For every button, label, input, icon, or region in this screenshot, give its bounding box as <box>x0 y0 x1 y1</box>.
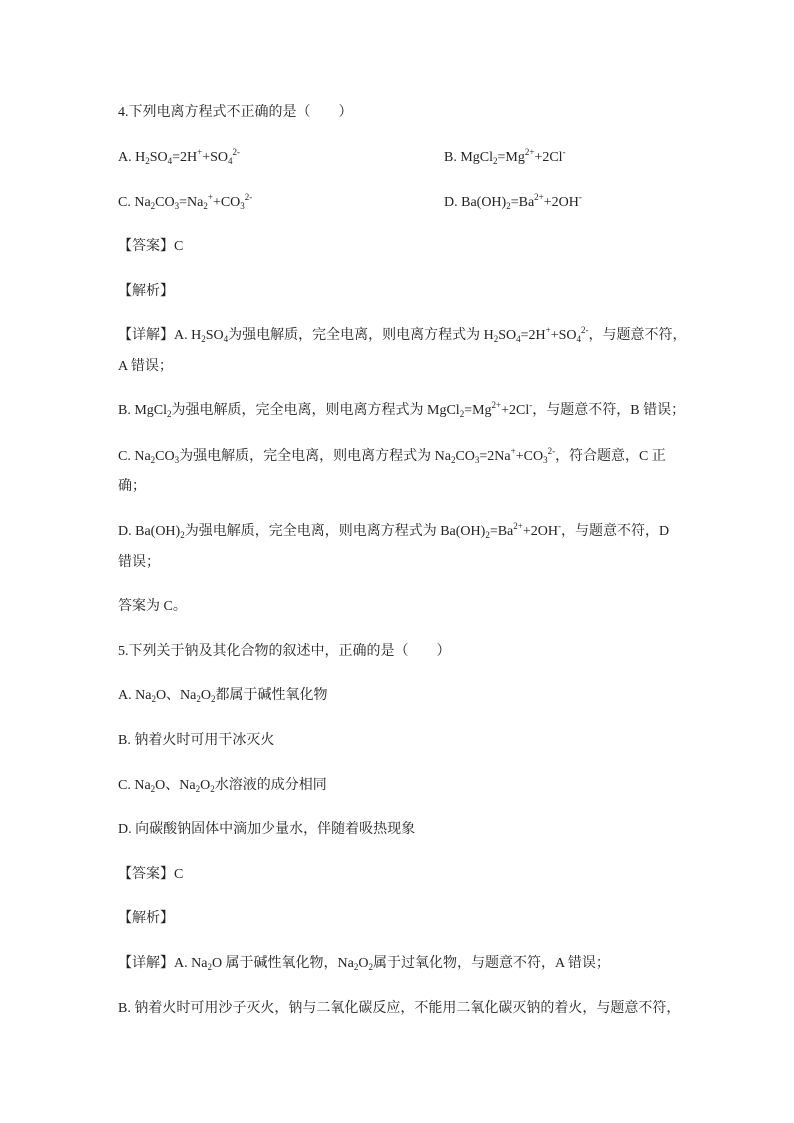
q5-detail-b: B. 钠着火时可用沙子灭火，钠与二氧化碳反应，不能用二氧化碳灭钠的着火，与题意不符， <box>118 1001 681 1016</box>
q5-option-b: B. 钠着火时可用干冰灭火 <box>118 733 275 748</box>
q4-answer: 【答案】C <box>118 239 184 254</box>
q4-detail-c-line2: 确； <box>118 479 146 494</box>
q5-answer: 【答案】C <box>118 867 184 882</box>
q4-option-a: A. $H_2SO_4=2H^++SO_4^{2-}$ <box>118 147 241 166</box>
q5-option-a: A. $Na_2O$、$Na_2O_2$都属于碱性氧化物 <box>118 688 328 704</box>
q5-analysis-heading: 【解析】 <box>118 911 174 926</box>
q4-detail-c-line1: C. $Na_2CO_3$为强电解质，完全电离，则电离方程式为 $Na_2CO_3=2Na^++CO_3^{2-}$，符合题意，C 正 <box>118 446 666 465</box>
q5-option-d: D. 向碳酸钠固体中滴加少量水，伴随着吸热现象 <box>118 822 416 837</box>
q4-detail-b: B. MgCl$_2$为强电解质，完全电离，则电离方程式为 $MgCl_2=Mg^{2+}+2Cl^-$，与题意不符，B 错误； <box>118 400 686 419</box>
q5-stem: 5.下列关于钠及其化合物的叙述中，正确的是（ ） <box>118 644 451 659</box>
q5-option-c: C. $Na_2O$、$Na_2O_2$水溶液的成分相同 <box>118 778 327 794</box>
q4-option-d: D. $Ba(OH)_2=Ba^{2+}+2OH^-$ <box>444 192 582 211</box>
q4-detail-a-line2: A 错误； <box>118 359 173 374</box>
q4-stem: 4.下列电离方程式不正确的是（ ） <box>118 105 353 120</box>
q4-detail-d-line2: 错误； <box>118 555 160 570</box>
q5-detail-a: 【详解】A. $Na_2O$ 属于碱性氧化物，$Na_2O_2$属于过氧化物，与题意不符，A 错误； <box>118 956 610 972</box>
q4-detail-a-line1: 【详解】A. $H_2SO_4$为强电解质，完全电离，则电离方程式为 $H_2SO_4=2H^++SO_4^{2-}$，与题意不符， <box>118 325 687 344</box>
q4-option-c: C. $Na_2CO_3=Na_2^++CO_3^{2-}$ <box>118 192 253 211</box>
q4-conclusion: 答案为 C。 <box>118 599 187 614</box>
q4-option-b: B. $MgCl_2=Mg^{2+}+2Cl^-$ <box>444 147 566 166</box>
q4-analysis-heading: 【解析】 <box>118 284 174 299</box>
q4-detail-d-line1: D. $Ba(OH)_2$为强电解质，完全电离，则电离方程式为 $Ba(OH)_2=Ba^{2+}+2OH^-$，与题意不符，D <box>118 521 670 540</box>
